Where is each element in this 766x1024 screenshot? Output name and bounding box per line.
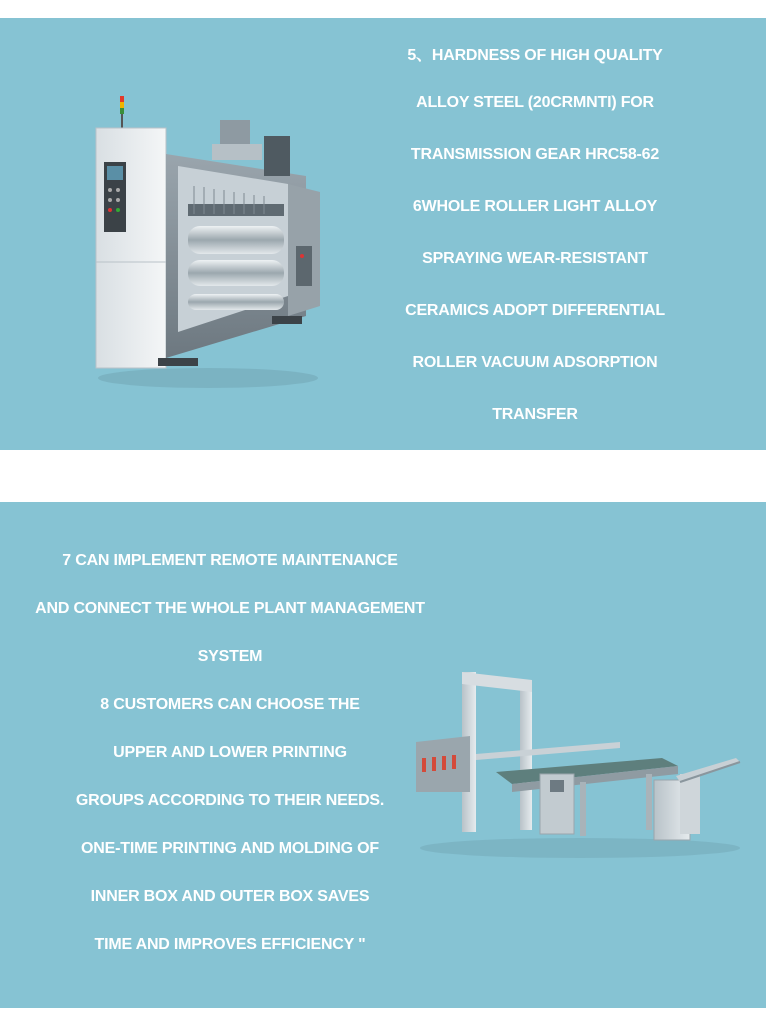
text-line: SYSTEM <box>197 648 263 665</box>
text-line: TIME AND IMPROVES EFFICIENCY " <box>94 936 366 953</box>
text-line: GROUPS ACCORDING TO THEIR NEEDS. <box>75 792 385 809</box>
text-line: CERAMICS ADOPT DIFFERENTIAL <box>405 302 665 319</box>
text-line: TRANSMISSION GEAR HRC58-62 <box>410 146 660 163</box>
top-feature-text <box>380 18 690 450</box>
text-line: INNER BOX AND OUTER BOX SAVES <box>90 888 370 905</box>
text-line: 5、HARDNESS OF HIGH QUALITY <box>407 47 663 64</box>
text-line: ALLOY STEEL (20CRMNTI) FOR <box>416 94 654 111</box>
bottom-feature-panel <box>0 502 766 1008</box>
text-line: AND CONNECT THE WHOLE PLANT MANAGEMENT <box>35 600 425 617</box>
top-feature-panel <box>0 18 766 450</box>
stacker-conveyor-image <box>410 662 744 862</box>
text-line: ROLLER VACUUM ADSORPTION <box>412 354 658 371</box>
text-line: ONE-TIME PRINTING AND MOLDING OF <box>81 840 379 857</box>
text-line: SPRAYING WEAR-RESISTANT <box>422 250 648 267</box>
text-line: 6WHOLE ROLLER LIGHT ALLOY <box>412 198 658 215</box>
text-line: TRANSFER <box>492 406 578 423</box>
bottom-feature-text <box>20 502 440 1008</box>
text-line: UPPER AND LOWER PRINTING <box>113 744 347 761</box>
text-line: 7 CAN IMPLEMENT REMOTE MAINTENANCE <box>62 552 398 569</box>
printing-machine-image <box>88 96 328 396</box>
text-line: 8 CUSTOMERS CAN CHOOSE THE <box>100 696 360 713</box>
